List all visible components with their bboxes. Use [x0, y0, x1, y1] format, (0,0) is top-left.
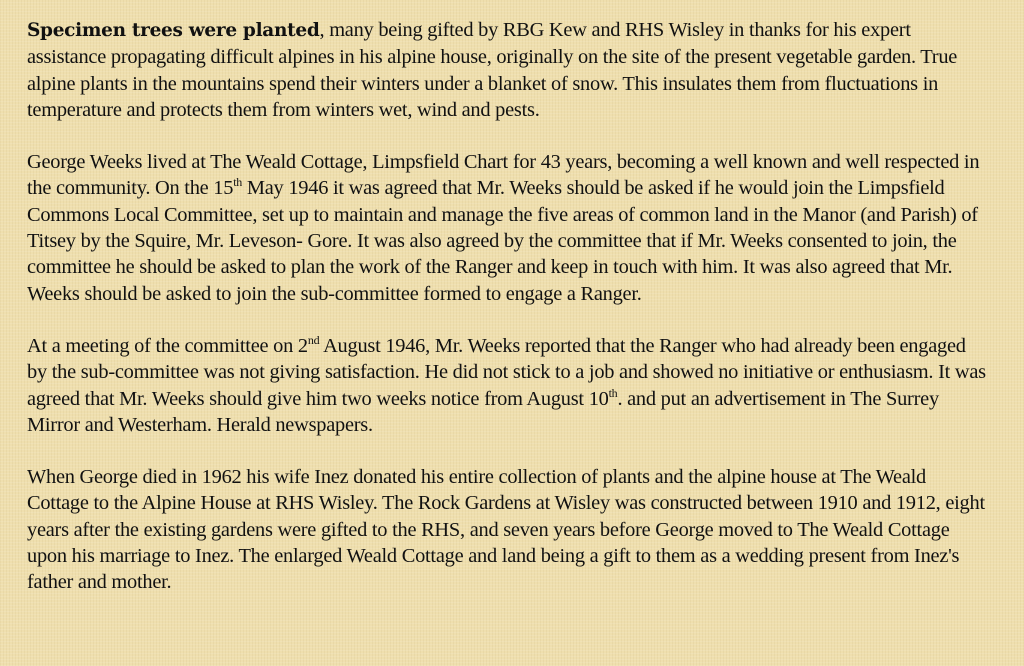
paragraph-text: , many being gifted by RBG Kew and RHS Wisley in thanks for his expert assistance propagating difficult alpines in his alpine house, originally on the site of the present vegetable garden. True alpine plants in the mountains spend their winters under a blanket of snow. This insulates them from fluctuations in temperature and protects them from winters wet, wind and pests. — [27, 19, 958, 121]
paragraph-text: August 1946, Mr. Weeks reported that the Ranger who had already been engaged by the sub-committee was not giving satisfaction. He did not stick to a job and showed no initiative or enthusiasm. It was agreed that Mr. Weeks should give him two weeks notice from August 10 — [27, 334, 986, 410]
ordinal-suffix: th — [608, 385, 618, 400]
paragraph-specimen-trees — [27, 17, 987, 123]
paragraph-text: . and put an advertisement in The Surrey Mirror and Westerham. Herald newspapers. — [27, 387, 939, 436]
ordinal-suffix: nd — [307, 333, 320, 348]
paragraph-text: When George died in 1962 his wife Inez donated his entire collection of plants and the alpine house at The Weald Cottage to the Alpine House at RHS Wisley. The Rock Gardens at Wisley was constructed between 1910 and 1912, eight years after the existing gardens were gifted to the RHS, and seven years before George moved to The Weald Cottage upon his marriage to Inez. The enlarged Weald Cottage and land being a gift to them as a wedding present from Inez's father and mother. — [27, 466, 985, 594]
lead-heading: Specimen trees were planted — [27, 20, 320, 41]
paragraph-inez-donation — [27, 464, 987, 595]
ordinal-suffix: th — [233, 175, 243, 190]
paragraph-committee-meeting — [27, 333, 987, 438]
paragraph-george-weeks — [27, 149, 987, 307]
paragraph-text: George Weeks lived at The Weald Cottage, Limpsfield Chart for 43 years, becoming a well known and well respected in the community. On the 15 — [27, 151, 980, 200]
paragraph-text: May 1946 it was agreed that Mr. Weeks should be asked if he would join the Limpsfield Commons Local Committee, set up to maintain and manage the five areas of common land in the Manor (and Parish) of Titsey by the Squire, Mr. Leveson- Gore. It was also agreed by the committee that if Mr. Weeks consented to join, the committee he should be asked to plan the work of the Ranger and keep in touch with him. It was also agreed that Mr. Weeks should be asked to join the sub-committee formed to engage a Ranger. — [27, 177, 978, 305]
paragraph-text: At a meeting of the committee on 2 — [27, 334, 308, 357]
document-body — [27, 17, 987, 622]
